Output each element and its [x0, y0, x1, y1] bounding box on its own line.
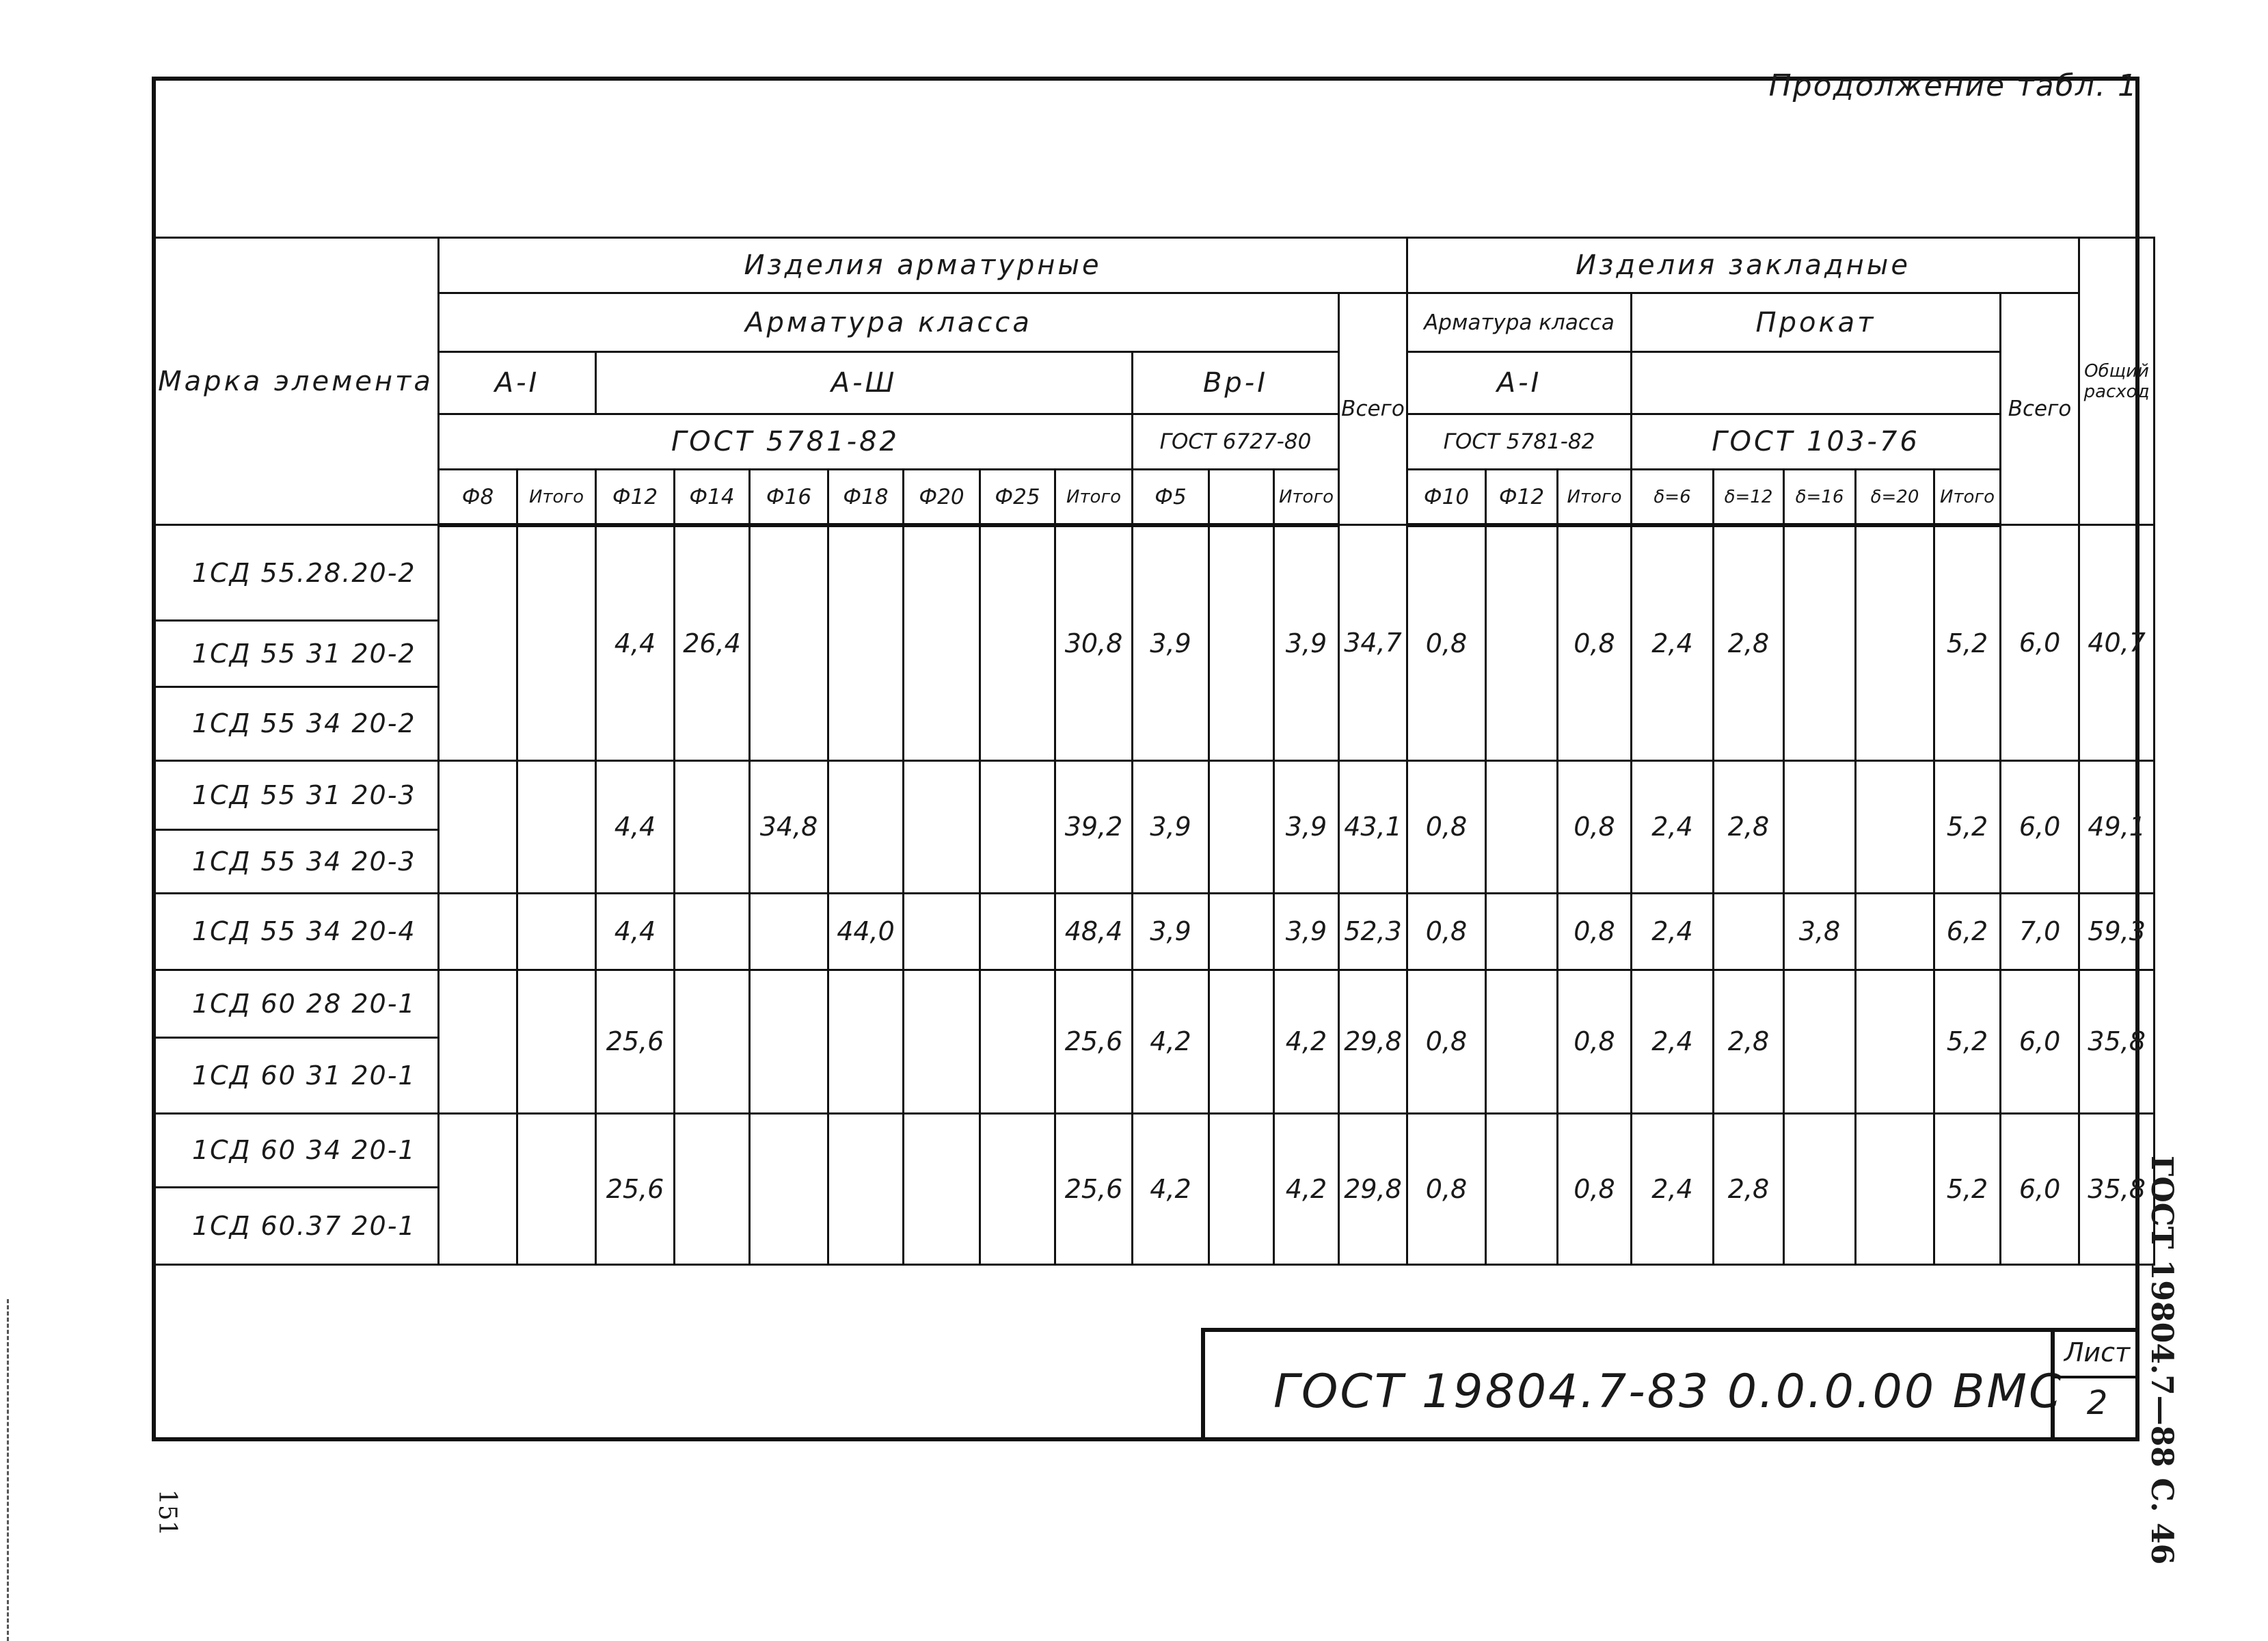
cell-t20: [1856, 1114, 1934, 1265]
cell-d25: [980, 1114, 1055, 1265]
col-d12: Ф12: [596, 470, 675, 525]
cell-overall: 49,1: [2079, 760, 2155, 893]
cell-itogo5: 5,2: [1934, 1114, 2001, 1265]
cell-d14: 26,4: [675, 525, 750, 760]
cell-d8: [439, 894, 517, 970]
cell-d5: 3,9: [1133, 525, 1209, 760]
cell-d8: [439, 760, 517, 893]
cell-t12: 2,8: [1714, 970, 1784, 1114]
col-d5: Ф5: [1133, 470, 1209, 525]
cell-d10: 0,8: [1407, 970, 1486, 1114]
element-mark: 1СД 60 34 20-1: [153, 1114, 439, 1187]
element-mark: 1СД 60 28 20-1: [153, 970, 439, 1037]
cell-itogo3: 3,9: [1274, 760, 1339, 893]
rolled-class-blank: [1632, 352, 2001, 414]
cell-d20: [904, 970, 980, 1114]
cell-t6: 2,4: [1632, 970, 1714, 1114]
element-mark: 1СД 55 31 20-2: [153, 621, 439, 687]
gost-5781-embedded-header: ГОСТ 5781-82: [1407, 414, 1632, 470]
col-d16: Ф16: [750, 470, 828, 525]
sheet-number: 2: [2086, 1384, 2108, 1422]
cell-d12e: [1486, 525, 1558, 760]
col-t6: δ=6: [1632, 470, 1714, 525]
cell-d5: 3,9: [1133, 894, 1209, 970]
cell-t20: [1856, 970, 1934, 1114]
col-itogo-vr1: Итого: [1274, 470, 1339, 525]
cell-d16: 34,8: [750, 760, 828, 893]
element-mark: 1СД 55 34 20-2: [153, 687, 439, 760]
cell-d10: 0,8: [1407, 1114, 1486, 1265]
sheet-label: Лист: [2055, 1337, 2139, 1378]
col-t16: δ=16: [1784, 470, 1856, 525]
cell-t6: 2,4: [1632, 760, 1714, 893]
cell-d25: [980, 894, 1055, 970]
cell-d12: 25,6: [596, 1114, 675, 1265]
mark-header: Марка элемента: [153, 238, 439, 525]
cell-d20: [904, 525, 980, 760]
cell-itogo1: [517, 970, 596, 1114]
cell-itogo2: 25,6: [1055, 970, 1133, 1114]
element-mark: 1СД 55 34 20-4: [153, 894, 439, 970]
cell-total: 34,7: [1339, 525, 1407, 760]
col-itogo-a1: Итого: [517, 470, 596, 525]
rebar-class-embedded-header: Арматура класса: [1407, 293, 1632, 352]
col-d25: Ф25: [980, 470, 1055, 525]
cell-t20: [1856, 894, 1934, 970]
class-a1-header: А-I: [439, 352, 596, 414]
cell-d18: [828, 760, 904, 893]
cell-total-e: 7,0: [2001, 894, 2079, 970]
cell-d8: [439, 525, 517, 760]
cell-d8: [439, 970, 517, 1114]
cell-d16: [750, 525, 828, 760]
element-mark: 1СД 60.37 20-1: [153, 1187, 439, 1265]
cell-total: 43,1: [1339, 760, 1407, 893]
cell-itogo2: 30,8: [1055, 525, 1133, 760]
cell-t6: 2,4: [1632, 894, 1714, 970]
cell-total-e: 6,0: [2001, 525, 2079, 760]
cell-itogo1: [517, 525, 596, 760]
cell-d12: 4,4: [596, 760, 675, 893]
col-d8: Ф8: [439, 470, 517, 525]
specification-table: [152, 237, 2155, 1266]
cell-vrb: [1209, 1114, 1274, 1265]
cell-d10: 0,8: [1407, 760, 1486, 893]
cell-vrb: [1209, 894, 1274, 970]
title-block: [1201, 1328, 2139, 1441]
cell-d10: 0,8: [1407, 525, 1486, 760]
cell-itogo1: [517, 1114, 596, 1265]
cell-itogo4: 0,8: [1558, 1114, 1632, 1265]
cell-itogo4: 0,8: [1558, 760, 1632, 893]
cell-d14: [675, 1114, 750, 1265]
cell-itogo2: 48,4: [1055, 894, 1133, 970]
cell-total-e: 6,0: [2001, 760, 2079, 893]
cell-d12: 25,6: [596, 970, 675, 1114]
gost-103-header: ГОСТ 103-76: [1632, 414, 2001, 470]
total-header: Всего: [1339, 293, 1407, 525]
col-t20: δ=20: [1856, 470, 1934, 525]
cell-vrb: [1209, 760, 1274, 893]
cell-t12: 2,8: [1714, 525, 1784, 760]
cell-total: 29,8: [1339, 970, 1407, 1114]
cell-d18: [828, 1114, 904, 1265]
col-d18: Ф18: [828, 470, 904, 525]
cell-d12: 4,4: [596, 525, 675, 760]
rebar-class-header: Арматура класса: [439, 293, 1339, 352]
side-gost-label: ГОСТ 19804.7—88 С. 46: [2144, 1156, 2179, 1565]
element-mark: 1СД 55 31 20-3: [153, 760, 439, 829]
cell-d14: [675, 894, 750, 970]
col-itogo-a3: Итого: [1055, 470, 1133, 525]
cell-vrb: [1209, 970, 1274, 1114]
cell-itogo2: 39,2: [1055, 760, 1133, 893]
cell-itogo1: [517, 894, 596, 970]
col-d20: Ф20: [904, 470, 980, 525]
element-mark: 1СД 60 31 20-1: [153, 1037, 439, 1113]
cell-itogo1: [517, 760, 596, 893]
cell-itogo5: 6,2: [1934, 894, 2001, 970]
cell-t6: 2,4: [1632, 525, 1714, 760]
cell-d16: [750, 970, 828, 1114]
cell-d20: [904, 894, 980, 970]
col-vr1-blank: [1209, 470, 1274, 525]
cell-d5: 4,2: [1133, 1114, 1209, 1265]
cell-d12e: [1486, 760, 1558, 893]
cell-vrb: [1209, 525, 1274, 760]
cell-t20: [1856, 760, 1934, 893]
cell-itogo3: 4,2: [1274, 1114, 1339, 1265]
gost-5781-header: ГОСТ 5781-82: [439, 414, 1133, 470]
cell-d10: 0,8: [1407, 894, 1486, 970]
col-d12-embedded: Ф12: [1486, 470, 1558, 525]
col-itogo-embedded: Итого: [1558, 470, 1632, 525]
cell-t16: [1784, 760, 1856, 893]
cell-t16: [1784, 1114, 1856, 1265]
cell-total-e: 6,0: [2001, 1114, 2079, 1265]
cell-t12: 2,8: [1714, 1114, 1784, 1265]
cell-d14: [675, 970, 750, 1114]
cell-itogo5: 5,2: [1934, 760, 2001, 893]
document-code: ГОСТ 19804.7-83 0.0.0.00 ВМС: [1273, 1365, 2064, 1419]
col-itogo-rolled: Итого: [1934, 470, 2001, 525]
cell-itogo2: 25,6: [1055, 1114, 1133, 1265]
cell-d12e: [1486, 894, 1558, 970]
cell-t12: 2,8: [1714, 760, 1784, 893]
embedded-products-header: Изделия закладные: [1407, 238, 2079, 293]
cut-line: [7, 1299, 9, 1641]
rebar-products-header: Изделия арматурные: [439, 238, 1407, 293]
sheet-box: [2051, 1332, 2139, 1441]
cell-overall: 59,3: [2079, 894, 2155, 970]
cell-itogo4: 0,8: [1558, 525, 1632, 760]
cell-d12e: [1486, 1114, 1558, 1265]
element-mark: 1СД 55 34 20-3: [153, 829, 439, 893]
cell-itogo3: 3,9: [1274, 894, 1339, 970]
cell-t20: [1856, 525, 1934, 760]
rolled-header: Прокат: [1632, 293, 2001, 352]
cell-d16: [750, 1114, 828, 1265]
class-a3-header: А-Ш: [596, 352, 1133, 414]
cell-d12e: [1486, 970, 1558, 1114]
cell-itogo3: 3,9: [1274, 525, 1339, 760]
cell-t16: [1784, 525, 1856, 760]
cell-d18: [828, 970, 904, 1114]
cell-d25: [980, 525, 1055, 760]
cell-t12: [1714, 894, 1784, 970]
cell-d14: [675, 760, 750, 893]
gost-6727-header: ГОСТ 6727-80: [1133, 414, 1339, 470]
cell-total-e: 6,0: [2001, 970, 2079, 1114]
cell-overall: 35,8: [2079, 1114, 2155, 1265]
cell-total: 52,3: [1339, 894, 1407, 970]
col-d10: Ф10: [1407, 470, 1486, 525]
cell-d20: [904, 1114, 980, 1265]
cell-d20: [904, 760, 980, 893]
cell-t16: [1784, 970, 1856, 1114]
cell-d16: [750, 894, 828, 970]
cell-t6: 2,4: [1632, 1114, 1714, 1265]
cell-d5: 4,2: [1133, 970, 1209, 1114]
cell-d18: [828, 525, 904, 760]
total-embedded-header: Всего: [2001, 293, 2079, 525]
page-number: 151: [153, 1489, 181, 1536]
cell-d8: [439, 1114, 517, 1265]
cell-t16: 3,8: [1784, 894, 1856, 970]
continuation-title: Продолжение табл. 1: [1768, 68, 2138, 103]
cell-d12: 4,4: [596, 894, 675, 970]
cell-itogo4: 0,8: [1558, 970, 1632, 1114]
cell-d25: [980, 760, 1055, 893]
cell-d25: [980, 970, 1055, 1114]
class-a1-embedded-header: А-I: [1407, 352, 1632, 414]
overall-header: Общий расход: [2079, 238, 2155, 525]
cell-d18: 44,0: [828, 894, 904, 970]
class-vr1-header: Вр-I: [1133, 352, 1339, 414]
cell-total: 29,8: [1339, 1114, 1407, 1265]
cell-itogo5: 5,2: [1934, 970, 2001, 1114]
col-d14: Ф14: [675, 470, 750, 525]
cell-d5: 3,9: [1133, 760, 1209, 893]
cell-overall: 35,8: [2079, 970, 2155, 1114]
cell-itogo5: 5,2: [1934, 525, 2001, 760]
element-mark: 1СД 55.28.20-2: [153, 525, 439, 621]
cell-overall: 40,7: [2079, 525, 2155, 760]
cell-itogo3: 4,2: [1274, 970, 1339, 1114]
col-t12: δ=12: [1714, 470, 1784, 525]
cell-itogo4: 0,8: [1558, 894, 1632, 970]
